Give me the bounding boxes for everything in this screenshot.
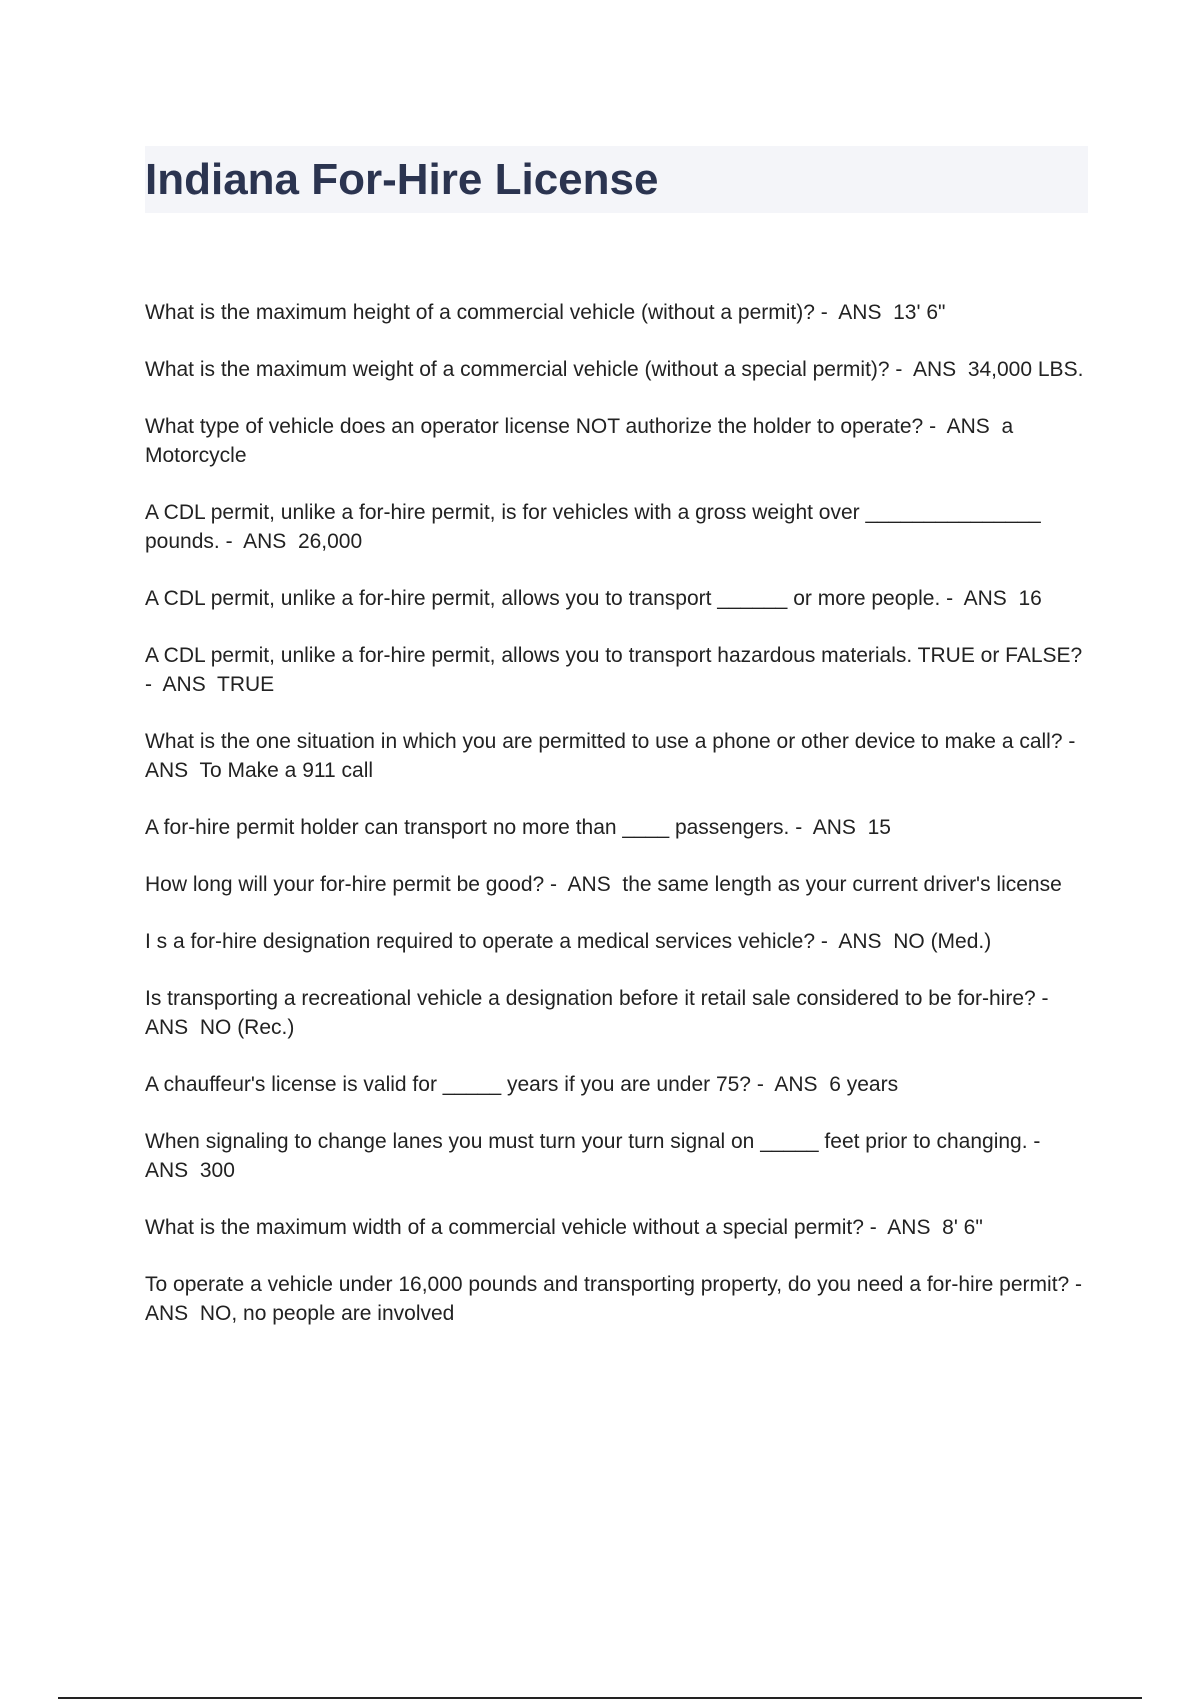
qa-item (145, 927, 1090, 956)
ans-label: ANS (946, 415, 990, 438)
question-text: When signaling to change lanes you must turn your turn signal on _____ feet prior to changing. - (145, 1130, 1041, 1153)
qa-item (145, 412, 1090, 470)
qa-item (145, 641, 1090, 699)
qa-item (145, 1070, 1090, 1099)
question-text: A for-hire permit holder can transport no more than ____ passengers. - (145, 816, 803, 839)
question-text: What is the maximum height of a commercial vehicle (without a permit)? - (145, 301, 828, 324)
answer-text: 8' 6" (942, 1216, 983, 1239)
ans-label: ANS (838, 930, 882, 953)
ans-label: ANS (243, 530, 287, 553)
answer-text: 13' 6" (893, 301, 946, 324)
ans-label: ANS (912, 358, 957, 381)
qa-item (145, 498, 1090, 556)
qa-item (145, 584, 1090, 613)
ans-label: ANS (145, 1016, 189, 1039)
answer-text: To Make a 911 call (199, 759, 374, 782)
qa-item (145, 984, 1090, 1042)
answer-text: 26,000 (297, 530, 363, 553)
question-text: What is the one situation in which you are permitted to use a phone or other device to make a call? - (145, 730, 1076, 753)
question-text: What is the maximum width of a commercial vehicle without a special permit? - (145, 1216, 877, 1239)
answer-text: 6 years (829, 1073, 899, 1096)
question-text: What type of vehicle does an operator license NOT authorize the holder to operate? - (145, 415, 937, 438)
answer-text: the same length as your current driver's license (622, 873, 1062, 896)
ans-label: ANS (774, 1073, 818, 1096)
answer-text: a Motorcycle (145, 415, 1019, 467)
answer-text: 34,000 LBS. (967, 358, 1084, 381)
answer-text: 15 (867, 816, 891, 839)
ans-label: ANS (963, 587, 1007, 610)
page-title: Indiana For-Hire License (145, 154, 659, 204)
ans-label: ANS (567, 873, 611, 896)
qa-list (145, 298, 1090, 1356)
qa-item (145, 870, 1090, 899)
ans-label: ANS (145, 759, 189, 782)
footer-rule (58, 1697, 1142, 1699)
qa-item (145, 355, 1090, 384)
question-text: I s a for-hire designation required to operate a medical services vehicle? - (145, 930, 828, 953)
qa-item (145, 298, 1090, 327)
question-text: A chauffeur's license is valid for _____ years if you are under 75? - (145, 1073, 764, 1096)
question-text: A CDL permit, unlike a for-hire permit, allows you to transport ______ or more people. - (145, 587, 954, 610)
qa-item (145, 1127, 1090, 1185)
answer-text: NO, no people are involved (199, 1302, 455, 1325)
qa-item (145, 813, 1090, 842)
ans-label: ANS (162, 673, 206, 696)
ans-label: ANS (887, 1216, 931, 1239)
question-text: What is the maximum weight of a commercial vehicle (without a special permit)? - (145, 358, 903, 381)
title-banner (145, 146, 1088, 213)
answer-text: NO (Med.) (893, 930, 992, 953)
ans-label: ANS (838, 301, 882, 324)
answer-text: NO (Rec.) (199, 1016, 295, 1039)
ans-label: ANS (812, 816, 856, 839)
qa-item (145, 1270, 1090, 1328)
answer-text: TRUE (217, 673, 275, 696)
ans-label: ANS (145, 1302, 189, 1325)
question-text: Is transporting a recreational vehicle a designation before it retail sale considered to be for-hire? - (145, 987, 1049, 1010)
answer-text: 300 (199, 1159, 235, 1182)
question-text: A CDL permit, unlike a for-hire permit, is for vehicles with a gross weight over _______________ pounds. - (145, 501, 1041, 553)
qa-item (145, 727, 1090, 785)
question-text: To operate a vehicle under 16,000 pounds and transporting property, do you need a for-hire permit? - (145, 1273, 1083, 1296)
ans-label: ANS (145, 1159, 189, 1182)
qa-item (145, 1213, 1090, 1242)
answer-text: 16 (1018, 587, 1042, 610)
question-text: A CDL permit, unlike a for-hire permit, allows you to transport hazardous materials. TRUE or FALSE? - (145, 644, 1083, 696)
question-text: How long will your for-hire permit be good? - (145, 873, 558, 896)
